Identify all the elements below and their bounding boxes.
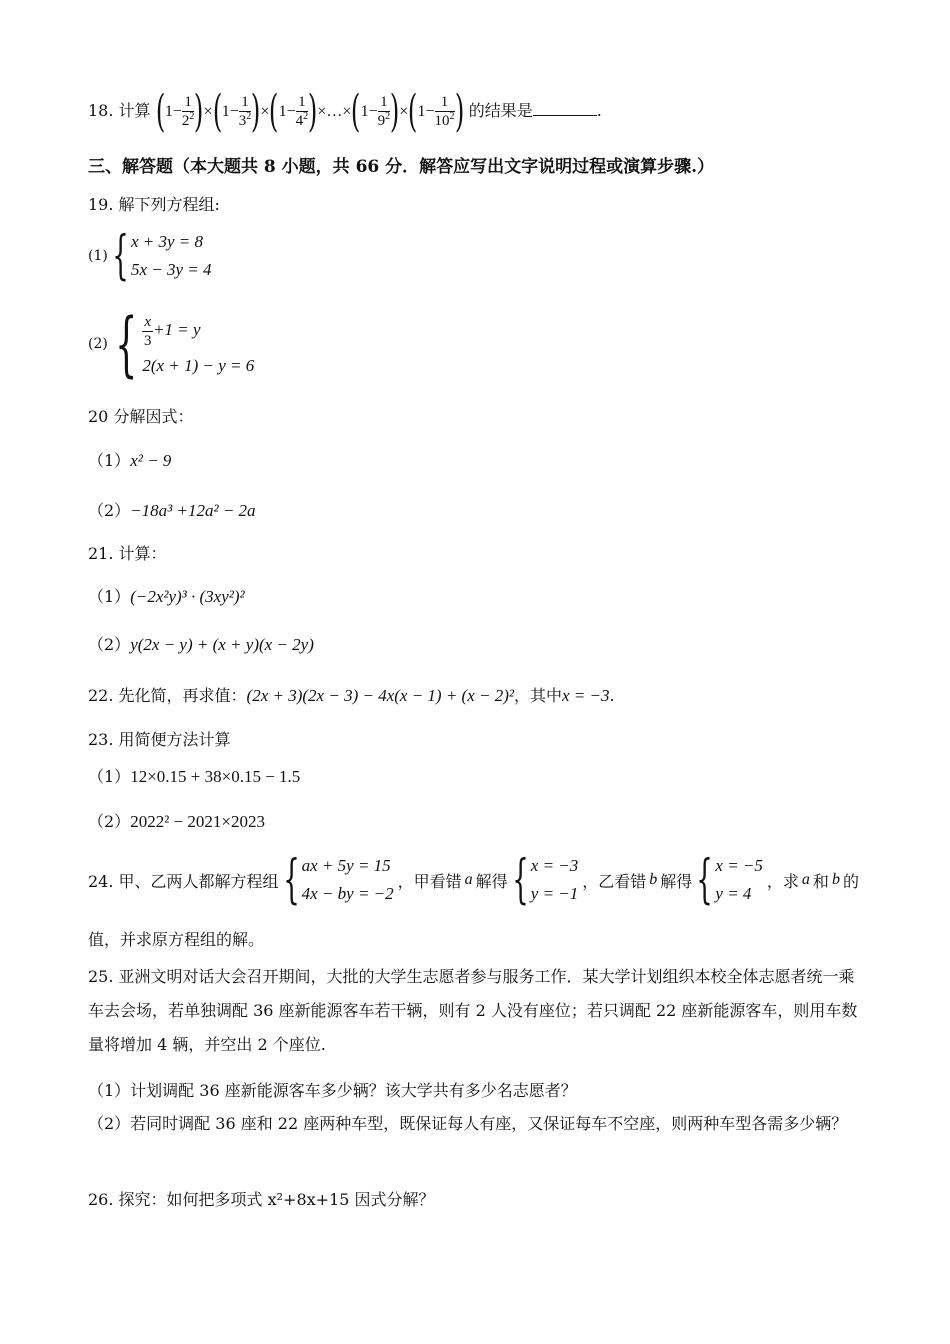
q21-stem: 21. 计算： [88,544,167,563]
q22-cond-label: ，其中 [514,686,563,705]
q24-ask-b: b [831,871,840,888]
q18-term-3: (1− $\frac{1}{4^2}$ ) [269,85,318,137]
q18-term-2: (1− $\frac{1}{3^2}$ ) [212,85,261,137]
q21-part2 [88,634,314,656]
q21-p2-expr: y(2x − y) + (x + y)(x − 2y) [130,635,314,654]
q24-yi-eq1: x = −5 [715,856,763,875]
q22-line [88,685,615,707]
section-title: 三、解答题（本大题共 8 小题，共 66 分．解答应写出文字说明过程或演算步骤.） [88,157,715,177]
q24-intro: 24. 甲、乙两人都解方程组 [88,871,279,891]
q23-p1-expr: 12×0.15 + 38×0.15 − 1.5 [130,767,301,786]
q19-p1-eq1: x + 3y = 8 [130,232,203,251]
q24-yi-var: b [649,871,658,888]
q25-part2: （2）若同时调配 36 座和 22 座两种车型，既保证每人有座，又保证每车不空座，则两种车型各需多少辆？ [88,1114,848,1133]
q24-jia: ，甲看错 [397,871,462,891]
q23-p2-expr: 2022² − 2021×2023 [130,812,265,831]
q21-p1-label: （1） [88,587,131,606]
q20-p2-expr: −18a³ +12a² − 2a [130,501,256,520]
q23-part1 [88,766,300,788]
times-sign: × [399,103,409,120]
q18-number: 18. [88,101,114,120]
q21-part1 [88,586,245,608]
q18-label: 计算 [118,101,151,120]
brace-icon: { [511,850,529,910]
q24-sys-eq1: ax + 5y = 15 [301,856,391,875]
q24-yi-eq2: y = 4 [715,884,752,903]
brace-icon: { [112,226,129,286]
brace-icon: { [696,850,714,910]
q19-p2-eq1: $\frac{x}{3}$ +1 = y [143,313,201,349]
q24-sys-eq2: 4x − by = −2 [301,884,394,903]
q25-part1: （1）计划调配 36 座新能源客车多少辆？该大学共有多少名志愿者？ [88,1081,577,1100]
q20-p2-label: （2） [88,501,131,520]
q18-term-1: (1− $\frac{1}{2^2}$ ) [155,85,204,137]
q18-line [88,85,602,137]
q19-part2 [88,303,255,385]
q22-text: 22. 先化简，再求值： [88,686,247,705]
q18-term-4: (1− $\frac{1}{9^2}$ ) [351,85,400,137]
q18-end: . [596,101,602,120]
q19-p1-eq2: 5x − 3y = 4 [130,260,212,279]
q20-p1-expr: x² − 9 [130,451,172,470]
q19-p2-eq2: 2(x + 1) − y = 6 [142,356,255,375]
answer-blank [533,101,597,116]
q20-stem: 20 分解因式： [88,407,194,426]
q24-line [88,852,859,908]
q23-p1-label: （1） [88,767,131,786]
q19-part1-label: (1) [88,248,108,264]
times-sign: × [203,103,213,120]
q24-jia-eq1: x = −3 [530,856,579,875]
q19-stem: 19. 解下列方程组: [88,195,220,214]
brace-icon: { [282,850,300,910]
q19-part1 [88,228,211,284]
q21-p2-label: （2） [88,635,131,654]
q22-cond: x = −3 [562,686,610,705]
q23-p2-label: （2） [88,812,131,831]
q24-ask-de: 的 [842,871,859,891]
q24-jia-eq2: y = −1 [530,884,579,903]
q20-p1-label: （1） [88,451,131,470]
q18-suffix: 的结果是 [468,101,533,120]
q22-end: . [609,686,615,705]
q24-jia-solve: 解得 [475,871,508,891]
q24-ask-a: a [801,871,810,888]
q22-expr: (2x + 3)(2x − 3) − 4x(x − 1) + (x − 2)² [246,686,514,705]
q20-part2 [88,500,256,522]
q26-line: 26. 探究：如何把多项式 x²+8x+15 因式分解？ [88,1190,435,1209]
q24-yi: ，乙看错 [582,871,647,891]
times-sign: × [260,103,270,120]
q20-part1 [88,450,171,472]
q23-part2 [88,811,265,833]
q24-yi-solve: 解得 [660,871,693,891]
q25-paragraph: 25. 亚洲文明对话大会召开期间，大批的大学生志愿者参与服务工作．某大学计划组织本校全体志愿者统一乘车去会场，若单独调配 36 座新能源客车若干辆，则有 2 人没有座位；若只调配 22 座新能源客车，则用车数量将增加 4 辆，并空出 2 个座位. [88,967,858,1054]
q24-ask: ，求 [766,871,799,891]
q24-line2: 值，并求原方程组的解。 [88,930,265,949]
q19-part2-label: (2) [88,336,108,352]
q18-term-5: (1− $\frac{1}{10^2}$ ) [408,85,464,137]
ellipsis: ×…× [317,103,352,120]
brace-icon: { [114,303,138,385]
q24-ask-and: 和 [812,871,829,891]
q23-stem: 23. 用简便方法计算 [88,730,231,749]
q24-jia-var: a [464,871,473,888]
q21-p1-expr: (−2x²y)³ · (3xy²)² [130,587,245,606]
